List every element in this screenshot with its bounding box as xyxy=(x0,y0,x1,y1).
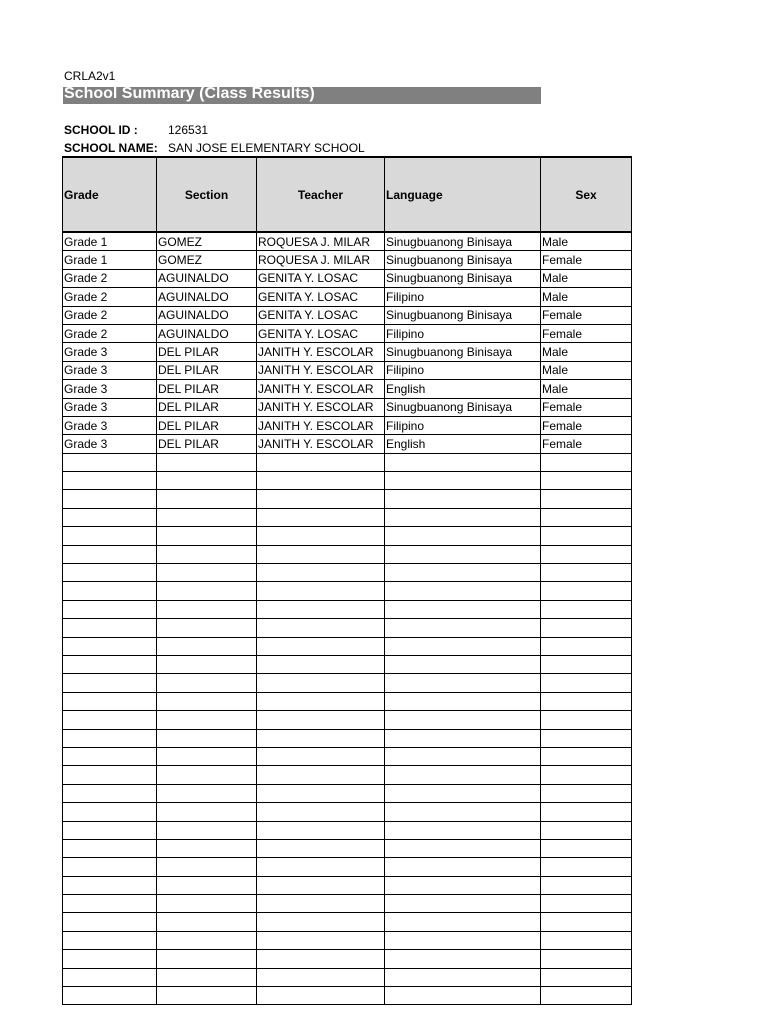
section-cell: DEL PILAR xyxy=(157,416,257,434)
column-header-language: Language xyxy=(385,157,541,232)
grade-cell xyxy=(63,821,157,839)
language-cell xyxy=(385,508,541,526)
sex-cell xyxy=(541,876,632,894)
sex-cell: Female xyxy=(541,398,632,416)
section-cell xyxy=(157,637,257,655)
section-cell: DEL PILAR xyxy=(157,380,257,398)
teacher-cell xyxy=(257,527,385,545)
sex-cell xyxy=(541,950,632,968)
teacher-cell: JANITH Y. ESCOLAR xyxy=(257,343,385,361)
sex-cell xyxy=(541,490,632,508)
section-cell: DEL PILAR xyxy=(157,361,257,379)
language-cell xyxy=(385,564,541,582)
column-header-section: Section xyxy=(157,157,257,232)
section-cell: DEL PILAR xyxy=(157,435,257,453)
sex-cell xyxy=(541,472,632,490)
grade-cell xyxy=(63,655,157,673)
teacher-cell xyxy=(257,839,385,857)
teacher-cell xyxy=(257,913,385,931)
language-cell xyxy=(385,600,541,618)
sex-cell: Male xyxy=(541,232,632,251)
teacher-cell xyxy=(257,968,385,986)
sex-cell: Male xyxy=(541,380,632,398)
grade-cell xyxy=(63,600,157,618)
sex-cell: Female xyxy=(541,435,632,453)
table-row xyxy=(63,416,632,434)
grade-cell: Grade 3 xyxy=(63,361,157,379)
document-code: CRLA2v1 xyxy=(64,69,116,83)
grade-cell: Grade 1 xyxy=(63,251,157,269)
table-row xyxy=(63,895,632,913)
section-cell xyxy=(157,508,257,526)
teacher-cell xyxy=(257,545,385,563)
teacher-cell: ROQUESA J. MILAR xyxy=(257,251,385,269)
grade-cell xyxy=(63,839,157,857)
sex-cell xyxy=(541,692,632,710)
section-cell xyxy=(157,950,257,968)
grade-cell: Grade 2 xyxy=(63,269,157,287)
language-cell xyxy=(385,821,541,839)
grade-cell xyxy=(63,747,157,765)
teacher-cell xyxy=(257,950,385,968)
grade-cell xyxy=(63,950,157,968)
grade-cell xyxy=(63,987,157,1005)
sex-cell xyxy=(541,508,632,526)
teacher-cell xyxy=(257,931,385,949)
section-cell xyxy=(157,876,257,894)
table-row xyxy=(63,545,632,563)
teacher-cell xyxy=(257,655,385,673)
grade-cell xyxy=(63,508,157,526)
table-row xyxy=(63,361,632,379)
grade-cell: Grade 3 xyxy=(63,398,157,416)
section-cell: GOMEZ xyxy=(157,251,257,269)
language-cell xyxy=(385,674,541,692)
sex-cell xyxy=(541,655,632,673)
section-cell xyxy=(157,895,257,913)
section-cell xyxy=(157,545,257,563)
table-row xyxy=(63,784,632,802)
sex-cell xyxy=(541,858,632,876)
teacher-cell xyxy=(257,987,385,1005)
section-cell xyxy=(157,987,257,1005)
teacher-cell: GENITA Y. LOSAC xyxy=(257,269,385,287)
teacher-cell: JANITH Y. ESCOLAR xyxy=(257,435,385,453)
teacher-cell xyxy=(257,619,385,637)
sex-cell xyxy=(541,895,632,913)
table-row xyxy=(63,564,632,582)
teacher-cell: GENITA Y. LOSAC xyxy=(257,324,385,342)
table-row xyxy=(63,490,632,508)
table-header-row xyxy=(63,157,632,232)
table-row xyxy=(63,858,632,876)
grade-cell xyxy=(63,931,157,949)
table-row xyxy=(63,839,632,857)
school-name-value: SAN JOSE ELEMENTARY SCHOOL xyxy=(168,141,365,155)
column-header-sex: Sex xyxy=(541,157,632,232)
table-row xyxy=(63,747,632,765)
sex-cell xyxy=(541,931,632,949)
sex-cell xyxy=(541,729,632,747)
table-row xyxy=(63,931,632,949)
sex-cell xyxy=(541,784,632,802)
teacher-cell xyxy=(257,766,385,784)
table-row xyxy=(63,324,632,342)
table-row xyxy=(63,913,632,931)
section-cell: AGUINALDO xyxy=(157,306,257,324)
teacher-cell xyxy=(257,858,385,876)
table-row xyxy=(63,288,632,306)
table-row xyxy=(63,269,632,287)
language-cell: English xyxy=(385,380,541,398)
title-bar xyxy=(63,87,541,104)
language-cell xyxy=(385,931,541,949)
teacher-cell xyxy=(257,490,385,508)
language-cell xyxy=(385,692,541,710)
teacher-cell: GENITA Y. LOSAC xyxy=(257,306,385,324)
table-row xyxy=(63,876,632,894)
section-cell xyxy=(157,839,257,857)
grade-cell xyxy=(63,784,157,802)
table-row xyxy=(63,527,632,545)
column-header-grade: Grade xyxy=(63,157,157,232)
teacher-cell: JANITH Y. ESCOLAR xyxy=(257,398,385,416)
table-row xyxy=(63,600,632,618)
grade-cell xyxy=(63,472,157,490)
section-cell xyxy=(157,527,257,545)
section-cell xyxy=(157,913,257,931)
grade-cell: Grade 2 xyxy=(63,306,157,324)
language-cell xyxy=(385,472,541,490)
section-cell: AGUINALDO xyxy=(157,288,257,306)
section-cell xyxy=(157,453,257,471)
teacher-cell: JANITH Y. ESCOLAR xyxy=(257,380,385,398)
sex-cell xyxy=(541,545,632,563)
teacher-cell xyxy=(257,692,385,710)
language-cell xyxy=(385,747,541,765)
language-cell xyxy=(385,950,541,968)
language-cell xyxy=(385,527,541,545)
table-row xyxy=(63,251,632,269)
teacher-cell xyxy=(257,674,385,692)
grade-cell xyxy=(63,968,157,986)
section-cell xyxy=(157,655,257,673)
table-row xyxy=(63,987,632,1005)
sex-cell xyxy=(541,711,632,729)
table-row xyxy=(63,453,632,471)
table-row xyxy=(63,306,632,324)
table-row xyxy=(63,655,632,673)
table-row xyxy=(63,619,632,637)
grade-cell xyxy=(63,729,157,747)
grade-cell xyxy=(63,545,157,563)
grade-cell xyxy=(63,913,157,931)
teacher-cell xyxy=(257,453,385,471)
grade-cell: Grade 3 xyxy=(63,343,157,361)
language-cell xyxy=(385,784,541,802)
section-cell xyxy=(157,582,257,600)
section-cell xyxy=(157,766,257,784)
sex-cell: Female xyxy=(541,416,632,434)
section-cell xyxy=(157,711,257,729)
table-body xyxy=(63,232,632,1005)
school-id-value: 126531 xyxy=(168,123,209,137)
sex-cell xyxy=(541,600,632,618)
section-cell xyxy=(157,803,257,821)
teacher-cell xyxy=(257,729,385,747)
table-row xyxy=(63,508,632,526)
grade-cell xyxy=(63,692,157,710)
grade-cell xyxy=(63,582,157,600)
sex-cell: Male xyxy=(541,361,632,379)
grade-cell: Grade 3 xyxy=(63,435,157,453)
language-cell: Sinugbuanong Binisaya xyxy=(385,343,541,361)
sex-cell xyxy=(541,803,632,821)
grade-cell xyxy=(63,674,157,692)
grade-cell xyxy=(63,527,157,545)
table-row xyxy=(63,711,632,729)
language-cell: Filipino xyxy=(385,416,541,434)
sex-cell xyxy=(541,987,632,1005)
section-cell xyxy=(157,692,257,710)
language-cell xyxy=(385,453,541,471)
section-cell xyxy=(157,490,257,508)
sex-cell xyxy=(541,839,632,857)
school-id-label: SCHOOL ID : xyxy=(64,123,138,137)
language-cell xyxy=(385,803,541,821)
section-cell xyxy=(157,472,257,490)
section-cell xyxy=(157,784,257,802)
teacher-cell: JANITH Y. ESCOLAR xyxy=(257,361,385,379)
table-row xyxy=(63,435,632,453)
section-cell: DEL PILAR xyxy=(157,343,257,361)
grade-cell xyxy=(63,895,157,913)
section-cell xyxy=(157,968,257,986)
table-row xyxy=(63,398,632,416)
section-cell: AGUINALDO xyxy=(157,269,257,287)
language-cell xyxy=(385,637,541,655)
language-cell xyxy=(385,582,541,600)
teacher-cell xyxy=(257,876,385,894)
table-row xyxy=(63,821,632,839)
grade-cell: Grade 2 xyxy=(63,324,157,342)
section-cell: DEL PILAR xyxy=(157,398,257,416)
teacher-cell xyxy=(257,747,385,765)
sex-cell: Female xyxy=(541,251,632,269)
sex-cell xyxy=(541,637,632,655)
sex-cell xyxy=(541,821,632,839)
language-cell: Sinugbuanong Binisaya xyxy=(385,269,541,287)
language-cell xyxy=(385,876,541,894)
sex-cell xyxy=(541,564,632,582)
language-cell: Filipino xyxy=(385,324,541,342)
section-cell xyxy=(157,858,257,876)
grade-cell xyxy=(63,858,157,876)
section-cell xyxy=(157,931,257,949)
language-cell xyxy=(385,858,541,876)
section-cell xyxy=(157,674,257,692)
teacher-cell xyxy=(257,803,385,821)
sex-cell xyxy=(541,747,632,765)
teacher-cell xyxy=(257,600,385,618)
language-cell xyxy=(385,655,541,673)
section-cell xyxy=(157,619,257,637)
table-row xyxy=(63,803,632,821)
table-row xyxy=(63,674,632,692)
language-cell xyxy=(385,839,541,857)
language-cell xyxy=(385,711,541,729)
teacher-cell: JANITH Y. ESCOLAR xyxy=(257,416,385,434)
teacher-cell xyxy=(257,564,385,582)
grade-cell xyxy=(63,453,157,471)
language-cell: Sinugbuanong Binisaya xyxy=(385,232,541,251)
grade-cell: Grade 3 xyxy=(63,380,157,398)
language-cell: Sinugbuanong Binisaya xyxy=(385,251,541,269)
section-cell xyxy=(157,821,257,839)
sex-cell: Female xyxy=(541,324,632,342)
page-title: School Summary (Class Results) xyxy=(64,87,315,102)
section-cell xyxy=(157,747,257,765)
language-cell xyxy=(385,987,541,1005)
grade-cell: Grade 1 xyxy=(63,232,157,251)
sex-cell: Female xyxy=(541,306,632,324)
grade-cell xyxy=(63,766,157,784)
sex-cell: Male xyxy=(541,343,632,361)
school-name-label: SCHOOL NAME: xyxy=(64,141,158,155)
teacher-cell xyxy=(257,711,385,729)
grade-cell: Grade 3 xyxy=(63,416,157,434)
class-results-table xyxy=(62,156,632,1005)
table-row xyxy=(63,950,632,968)
table-row xyxy=(63,232,632,251)
grade-cell xyxy=(63,711,157,729)
table-row xyxy=(63,729,632,747)
sex-cell xyxy=(541,619,632,637)
grade-cell xyxy=(63,637,157,655)
section-cell: AGUINALDO xyxy=(157,324,257,342)
grade-cell xyxy=(63,490,157,508)
teacher-cell: GENITA Y. LOSAC xyxy=(257,288,385,306)
section-cell: GOMEZ xyxy=(157,232,257,251)
language-cell: English xyxy=(385,435,541,453)
table-row xyxy=(63,343,632,361)
teacher-cell xyxy=(257,821,385,839)
table-row xyxy=(63,472,632,490)
language-cell xyxy=(385,766,541,784)
table-row xyxy=(63,692,632,710)
teacher-cell xyxy=(257,508,385,526)
teacher-cell xyxy=(257,582,385,600)
table-row xyxy=(63,766,632,784)
column-header-teacher: Teacher xyxy=(257,157,385,232)
language-cell xyxy=(385,490,541,508)
table-row xyxy=(63,582,632,600)
language-cell xyxy=(385,968,541,986)
language-cell xyxy=(385,545,541,563)
section-cell xyxy=(157,600,257,618)
language-cell: Filipino xyxy=(385,288,541,306)
section-cell xyxy=(157,564,257,582)
section-cell xyxy=(157,729,257,747)
sex-cell xyxy=(541,582,632,600)
table-row xyxy=(63,968,632,986)
language-cell xyxy=(385,729,541,747)
language-cell xyxy=(385,619,541,637)
sex-cell xyxy=(541,766,632,784)
language-cell: Sinugbuanong Binisaya xyxy=(385,398,541,416)
language-cell: Filipino xyxy=(385,361,541,379)
sex-cell: Male xyxy=(541,288,632,306)
teacher-cell xyxy=(257,472,385,490)
grade-cell xyxy=(63,619,157,637)
sex-cell xyxy=(541,453,632,471)
sex-cell xyxy=(541,913,632,931)
teacher-cell: ROQUESA J. MILAR xyxy=(257,232,385,251)
language-cell xyxy=(385,913,541,931)
grade-cell: Grade 2 xyxy=(63,288,157,306)
grade-cell xyxy=(63,564,157,582)
teacher-cell xyxy=(257,637,385,655)
teacher-cell xyxy=(257,784,385,802)
sex-cell xyxy=(541,674,632,692)
teacher-cell xyxy=(257,895,385,913)
language-cell: Sinugbuanong Binisaya xyxy=(385,306,541,324)
sex-cell: Male xyxy=(541,269,632,287)
sex-cell xyxy=(541,968,632,986)
language-cell xyxy=(385,895,541,913)
grade-cell xyxy=(63,803,157,821)
table-row xyxy=(63,637,632,655)
table-row xyxy=(63,380,632,398)
sex-cell xyxy=(541,527,632,545)
grade-cell xyxy=(63,876,157,894)
